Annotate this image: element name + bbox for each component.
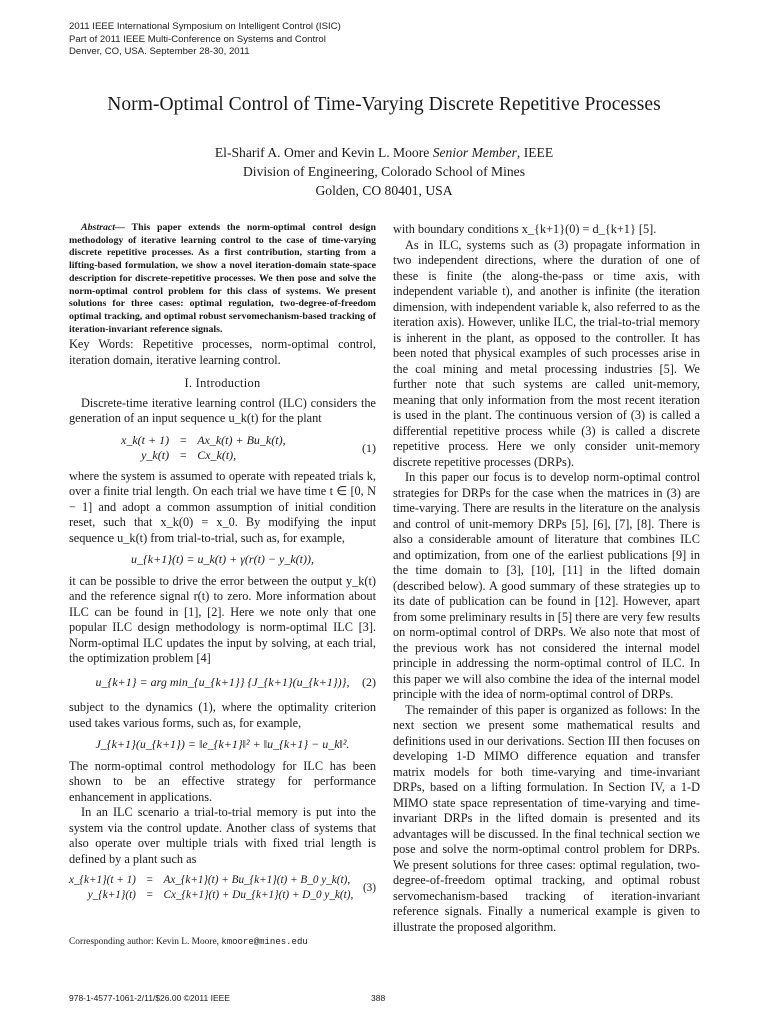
right-paragraph-4: The remainder of this paper is organized as follows: In the next section we present some mathematical results and definitions used in our derivations. Section III then focuses on developing 1-D MIMO difference equation and transfer matrix models for both time-varying and time-invariant DRPs, based on a lifting formulation. In Section IV, a 1-D MIMO state space representation of time-varying and time-invariant DRPs in the lifted domain is presented and its advantages will be discussed. In the final technical section we pose and solve the norm-optimal control problem for DRPs. We present solutions for three cases: optimal regulation, two-degree-of-freedom optimal tracking, and optimal robust servomechanism-based tracking of iteration-invariant reference signals. Finally a numerical example is given to illustrate the proposed algorithm.	[393, 702, 700, 934]
right-paragraph-1: with boundary conditions x_{k+1}(0) = d_{k+1} [5].	[393, 222, 657, 236]
footer-isbn: 978-1-4577-1061-2/11/$26.00 ©2011 IEEE	[69, 993, 230, 1003]
equation-2-body: u_{k+1} = arg min_{u_{k+1}} {J_{k+1}(u_{k+1})},	[95, 674, 350, 689]
keywords: Key Words: Repetitive processes, norm-optimal control, iteration domain, iterative learning control.	[69, 337, 376, 367]
author-location: Golden, CO 80401, USA	[315, 183, 453, 198]
author-affiliation: Division of Engineering, Colorado School of Mines	[242, 164, 526, 179]
equation-1-number: (1)	[362, 440, 376, 455]
author-names: El-Sharif A. Omer and Kevin L. Moore	[214, 145, 430, 160]
right-paragraph-3: In this paper our focus is to develop norm-optimal control strategies for DRPs for the case when the matrices in (3) are time-varying. There are results in the literature on the analysis and control of unit-memory DRPs [5], [6], [7], [8]. There is also a considerable amount of literature that combines ILC and optimization, from one of the earliest publications [9] in the time domain to [3], [10], [11] in the lifted domain (described below). A good summary of these strategies up to its date of publication can be found in [12]. However, apart from some preliminary results in [5] there are very few results on norm-optimal control of DRPs. We also note that most of the previous work has not considered the internal model principle in addressing the norm-optimal control of ILC. In this paper we will also combine the idea of the internal model principle with the idea of norm-optimal control of DRPs.	[393, 470, 700, 701]
equation-3: (3) x_{k+1}(t + 1) = Ax_{k+1}(t) + Bu_{k+1}(t) + B_0 y_k(t), y_{k+1}(t) = Cx_{k+1}(t) + Du_{k+1}(t) + D_0 y_k(t),	[69, 874, 376, 902]
eq1-lhs-1: x_k(t + 1)	[121, 432, 170, 447]
eq1-lhs-2: y_k(t)	[141, 447, 170, 462]
equation-2-number: (2)	[362, 674, 376, 689]
section-heading-introduction: I. Introduction	[184, 376, 261, 391]
conference-line-1: 2011 IEEE International Symposium on Intelligent Control (ISIC)	[69, 21, 341, 32]
equation-update-law: u_{k+1}(t) = u_k(t) + γ(r(t) − y_k(t)),	[131, 552, 314, 567]
left-column	[69, 222, 376, 909]
equation-cost: J_{k+1}(u_{k+1}) = ‖e_{k+1}‖² + ‖u_{k+1} − u_k‖².	[95, 737, 350, 752]
author-membership: Senior Member	[432, 145, 517, 160]
abstract-label: Abstract	[81, 222, 116, 233]
footnote-text: Corresponding author: Kevin L. Moore,	[69, 937, 222, 947]
right-column	[393, 222, 700, 935]
eq1-rhs-1: Ax_k(t) + Bu_k(t),	[197, 432, 286, 447]
abstract-text: — This paper extends the norm-optimal control design methodology of iterative learning control to the case of time-varying discrete repetitive processes. As a first contribution, starting from a lifting-based formulation, we show a novel iteration-domain state-space description for discrete-repetitive processes. We then pose and solve the norm-optimal control problem for this class of systems. We present solutions for three cases: optimal regulation, two-degree-of-freedom optimal tracking, and optimal robust servomechanism-based tracking of iteration-invariant reference signals.	[69, 222, 376, 335]
conference-header	[69, 21, 341, 59]
conference-line-3: Denver, CO, USA. September 28-30, 2011	[69, 46, 250, 57]
intro-paragraph-1: Discrete-time iterative learning control (ILC) considers the generation of an input sequence u_k(t) for the plant	[69, 395, 376, 426]
paper-title: Norm-Optimal Control of Time-Varying Discrete Repetitive Processes	[107, 94, 661, 115]
equation-1: (1) x_k(t + 1) = Ax_k(t) + Bu_k(t), y_k(t) = Cx_k(t),	[69, 433, 376, 463]
intro-paragraph-3: it can be possible to drive the error between the output y_k(t) and the reference signal r(t) to zero. More information about ILC can be found in [1], [2]. Here we note only that one popular ILC design methodology is norm-optimal ILC [3]. Norm-optimal ILC updates the input by solving, at each trial, the optimization problem [4]	[69, 573, 376, 666]
page-number: 388	[371, 993, 386, 1003]
right-paragraph-2: As in ILC, systems such as (3) propagate information in two independent directions, where the duration of one of these is finite (the along-the-pass or time axis, with independent variable t), and another is infinite (the iteration dimension, with independent variable k, also referred to as the iteration axis). However, unlike ILC, the trial-to-trial memory is inherent in the plant, as opposed to the controller. It has been noted that physical examples of such processes arise in the coal mining and metal processing industries [5]. We further note that such systems are called unit-memory, meaning that only information from the most recent iteration is used in the plant. The continuous version of (3) is called a differential repetitive process while (3) is called a discrete repetitive process. Here we only consider unit-memory discrete repetitive processes (DRPs).	[393, 237, 700, 469]
eq3-rhs-1: Ax_{k+1}(t) + Bu_{k+1}(t) + B_0 y_k(t),	[163, 874, 351, 887]
intro-paragraph-4: subject to the dynamics (1), where the optimality criterion used takes various forms, such as, for example,	[69, 700, 376, 730]
intro-paragraph-2: where the system is assumed to operate with repeated trials k, over a finite trial length. On each trial we have time t ∈ [0, N − 1] and adopt a common assumption of initial condition reset, such that x_k(0) = x_0. By modifying the input sequence u_k(t) from trial-to-trial, such as, for example,	[69, 468, 376, 545]
footnote-email: kmoore@mines.edu	[221, 937, 308, 947]
abstract	[69, 222, 376, 336]
conference-line-2: Part of 2011 IEEE Multi-Conference on Systems and Control	[69, 33, 326, 45]
eq1-rhs-2: Cx_k(t),	[197, 447, 237, 462]
equation-3-number: (3)	[362, 882, 376, 895]
author-block	[0, 143, 768, 200]
intro-paragraph-6: In an ILC scenario a trial-to-trial memory is put into the system via the control update. Another class of systems that also operate over multiple trials with fixed trial length is defined by a plant such as	[69, 805, 376, 866]
equation-2	[69, 675, 376, 691]
author-ieee: , IEEE	[516, 145, 554, 160]
footnote	[69, 937, 376, 947]
eq3-lhs-2: y_{k+1}(t)	[87, 889, 136, 902]
author-names-line	[0, 143, 768, 162]
eq3-rhs-2: Cx_{k+1}(t) + Du_{k+1}(t) + D_0 y_k(t),	[163, 889, 354, 902]
eq3-lhs-1: x_{k+1}(t + 1)	[69, 874, 136, 887]
intro-paragraph-5: The norm-optimal control methodology for ILC has been shown to be an effective strategy for performance enhancement in applications.	[69, 758, 376, 804]
